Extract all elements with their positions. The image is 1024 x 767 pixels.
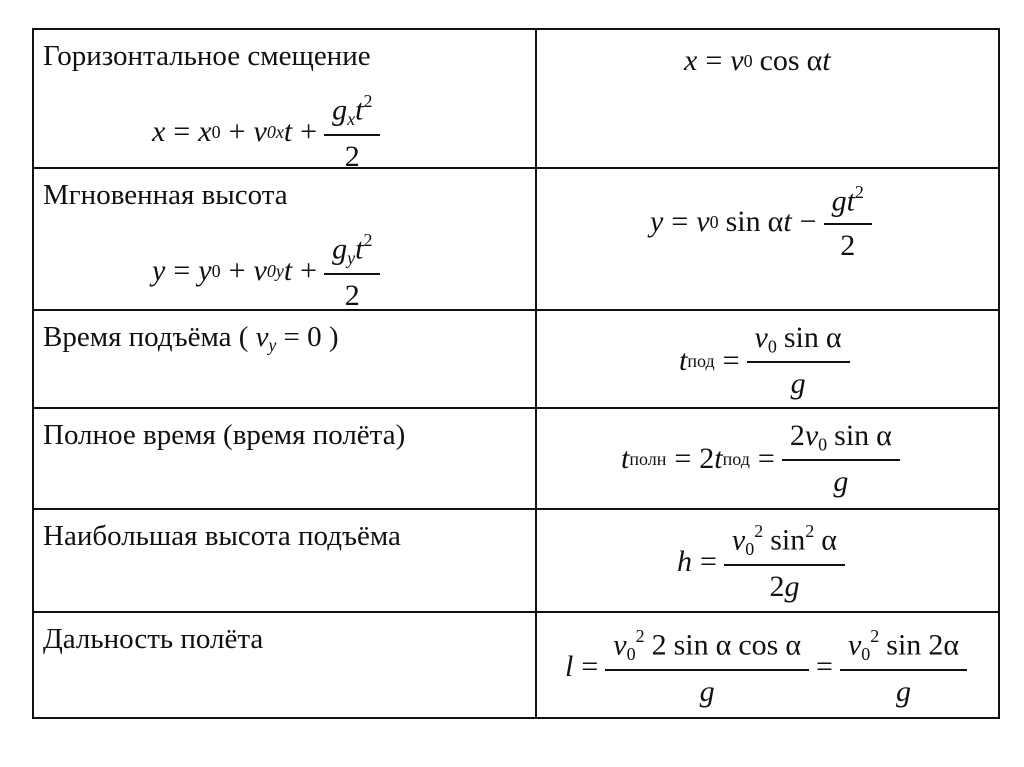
row-label: Наибольшая высота подъёма xyxy=(43,520,401,552)
left-cell xyxy=(33,29,536,173)
formula: l = $\frac{v_0^2 2 \sin \alpha \cos \alpha}{g}$ = $\frac{v_0^2 \sin 2\alpha}{g}$ xyxy=(565,627,966,707)
row-label: Мгновенная высота xyxy=(43,179,288,211)
left-cell xyxy=(33,310,536,408)
general-formula: x = x 0 + v 0x t + $\frac{g_xt^2}{2}$ xyxy=(152,92,379,172)
formula: h = $\frac{v_0^2 \sin^2 \alpha}{2g}$ xyxy=(677,522,844,602)
general-formula: y = y 0 + v 0y t + $\frac{g_yt^2}{2}$ xyxy=(152,231,379,311)
formula: t полн = 2 t под = $\frac{2v_0 \sin \alpha}{g}$ xyxy=(621,421,899,497)
right-cell xyxy=(536,310,999,408)
right-cell xyxy=(536,29,999,168)
right-cell xyxy=(536,408,999,509)
table-row xyxy=(33,612,999,718)
right-cell xyxy=(536,612,999,718)
left-cell xyxy=(33,408,536,509)
table-row xyxy=(33,509,999,612)
row-label: Полное время (время полёта) xyxy=(43,419,406,451)
formula: y = v 0 sin α t − $\frac{gt^2}{2}$ xyxy=(650,183,871,261)
left-cell xyxy=(33,168,536,310)
left-cell xyxy=(33,612,536,718)
row-label: Дальность полёта xyxy=(43,623,264,655)
table-row xyxy=(33,408,999,509)
right-cell xyxy=(536,509,999,612)
table-row xyxy=(33,168,999,310)
table-row xyxy=(33,310,999,408)
formulas-table xyxy=(32,28,1000,719)
left-cell xyxy=(33,509,536,612)
row-label: Время подъёма ( $v_y = 0$ ) xyxy=(43,321,339,356)
table-row xyxy=(33,29,999,168)
right-cell xyxy=(536,168,999,310)
row-label: Горизонтальное смещение xyxy=(43,40,371,72)
formula: t под = $\frac{v_0 \sin \alpha}{g}$ xyxy=(679,323,849,399)
formula: x = v 0 cos α t xyxy=(684,44,831,77)
